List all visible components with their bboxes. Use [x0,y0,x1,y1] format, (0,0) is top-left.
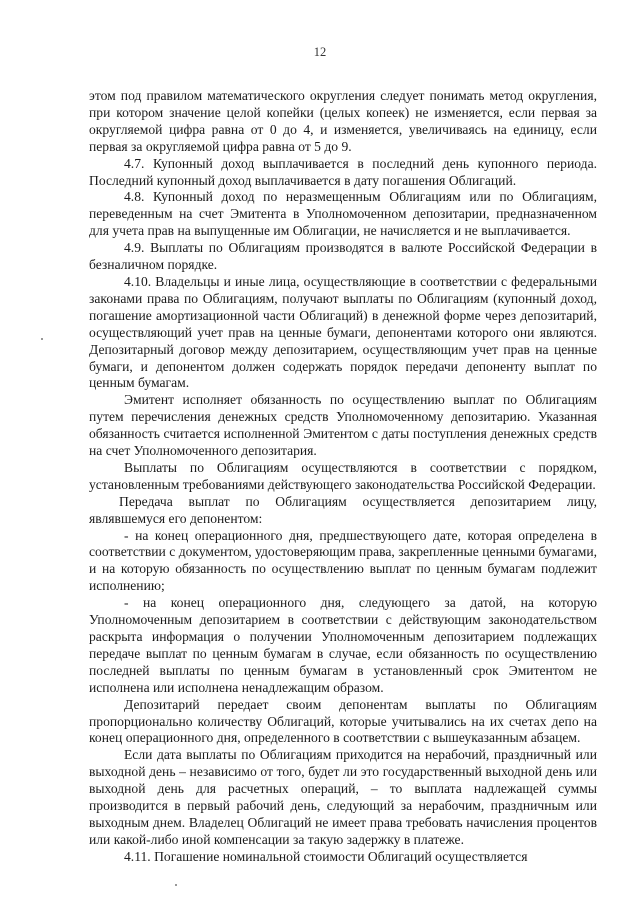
paragraph-nonworking-day: Если дата выплаты по Облигациям приходится на нерабочий, праздничный или выходной день – независимо от того, будет ли это государственный выходной день или выходной день для расчетных операций, – то выплата надлежащей суммы производится в первый рабочий день, следующий за нерабочим, праздничным или выходным днем. Владелец Облигаций не имеет права требовать начисления процентов или какой-либо иной компенсации за такую задержку в платеже. [89,747,597,847]
list-item-following-day: - на конец операционного дня, следующего за датой, на которую Уполномоченным депозитарием в соответствии с действующим законодательством раскрыта информация о получении Уполномоченным депозитарием подлежащих передаче выплат по ценным бумагам в случае, если обязанность по осуществлению последней выплаты по ценным бумагам в установленный срок Эмитентом не исполнена или исполнена ненадлежащим образом. [89,595,597,695]
list-item-end-of-day: - на конец операционного дня, предшествующего дате, которая определена в соответствии с документом, удостоверяющим права, закрепленные ценными бумагами, и на которую обязанность по осуществлению выплат по ценным бумагам подлежит исполнению; [89,527,597,594]
paragraph-issuer-obligation: Эмитент исполняет обязанность по осуществлению выплат по Облигациям путем перечисления денежных средств Уполномоченному депозитарию. Указанная обязанность считается исполненной Эмитентом с даты поступления денежных средств на счет Уполномоченного депозитария. [89,392,597,459]
paragraph-4-9: 4.9. Выплаты по Облигациям производятся в валюте Российской Федерации в безналичном порядке. [89,240,597,273]
paragraph-rounding-rule: этом под правилом математического округления следует понимать метод округления, при котором значение целой копейки (целых копеек) не изменяется, если первая за округляемой цифра равна от 0 до 4, и изменяется, увеличиваясь на единицу, если первая за округляемой цифра равна от 5 до 9. [89,88,597,154]
paragraph-proportional-transfer: Депозитарий передает своим депонентам выплаты по Облигациям пропорционально количеству Облигаций, которые учитывались на их счетах депо на конец операционного дня, определенного в соответствии с вышеуказанным абзацем. [89,696,597,746]
paragraph-payment-procedure: Выплаты по Облигациям осуществляются в соответствии с порядком, установленным требованиями действующего законодательства Российской Федерации. [89,459,597,492]
document-body [89,88,597,866]
paragraph-4-8: 4.8. Купонный доход по неразмещенным Облигациям или по Облигациям, переведенным на счет Эмитента в Уполномоченном депозитарии, предназначенном для учета прав на выпущенные им Облигации, не начисляется и не выплачивается. [89,189,597,239]
page-number: 12 [313,45,327,59]
paragraph-4-10: 4.10. Владельцы и иные лица, осуществляющие в соответствии с федеральными законами права по Облигациям, получают выплаты по Облигациям (купонный доход, погашение амортизационной части Облигаций) в денежной форме через депозитарий, осуществляющий учет прав на ценные бумаги, депонентами которого они являются. Депозитарный договор между депозитарием, осуществляющим учет прав на ценные бумаги, и депонентом должен содержать порядок передачи депоненту выплат по ценным бумагам. [89,273,597,391]
paragraph-4-7: 4.7. Купонный доход выплачивается в последний день купонного периода. Последний купонный доход выплачивается в дату погашения Облигаций. [89,155,597,188]
scan-speck [41,338,43,340]
paragraph-transfer-intro: Передача выплат по Облигациям осуществляется депозитарием лицу, являвшемуся его депонентом: [89,493,597,526]
scan-speck [175,884,177,886]
paragraph-4-11: 4.11. Погашение номинальной стоимости Облигаций осуществляется [124,848,528,864]
